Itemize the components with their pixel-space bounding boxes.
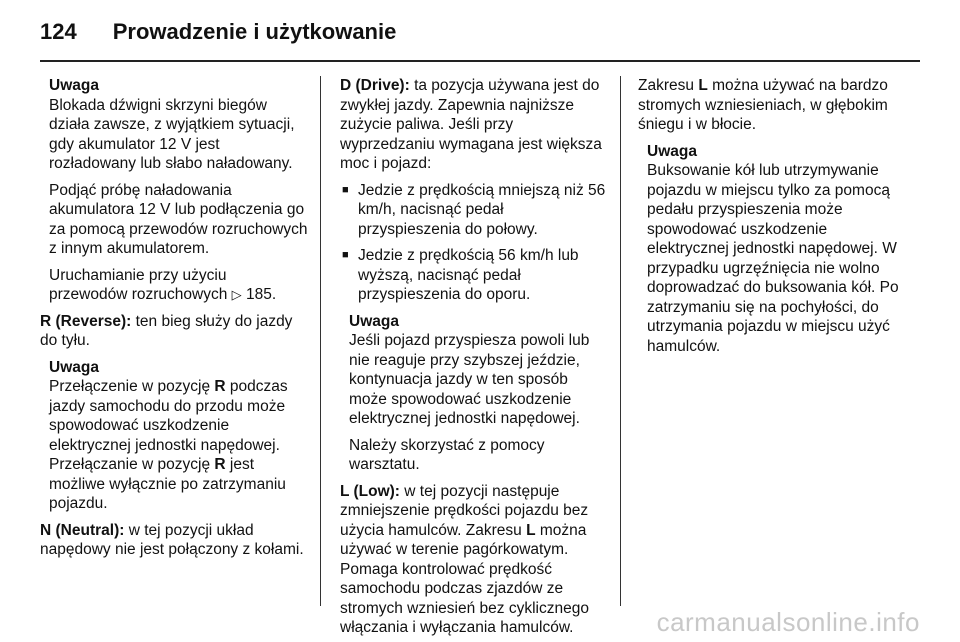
note-text: podczas jazdy samochodu do przodu może spowodować uszkodzenie elektrycznej jednostki napędowej. Przełączanie w pozycję xyxy=(49,378,288,473)
term-drive: D (Drive): xyxy=(340,77,410,94)
note-text: jest możliwe wyłącznie po zatrzymaniu pojazdu. xyxy=(49,456,286,512)
term-reverse: R (Reverse): xyxy=(40,312,132,330)
header-rule xyxy=(40,60,920,62)
page-header xyxy=(40,14,920,50)
neutral-paragraph xyxy=(40,521,308,560)
note-battery xyxy=(40,76,308,305)
column-1 xyxy=(40,76,308,606)
column-2 xyxy=(340,76,608,636)
drive-bullet-list xyxy=(340,181,608,305)
low-text: można używać w terenie pagórkowatym. Pomaga kontrolować prędkość samochodu podczas zjazdów ze stromych wzniesień bez cyklicznego włączania i wyłączania hamulców. xyxy=(340,521,589,636)
note-title: Uwaga xyxy=(49,77,99,94)
note-paragraph xyxy=(49,377,308,514)
note-paragraph: Buksowanie kół lub utrzymywanie pojazdu w miejscu tylko za pomocą pedału przyspieszenia może spowodować uszkodzenie elektrycznej jednostki napędowej. W przypadku ugrzęźnięcia nie wolno doprowadzać do buksowania kół. Po zatrzymaniu się na pochyłości, do utrzymania pojazdu w miejscu użyć hamulców. xyxy=(647,162,899,355)
reverse-text: ten bieg służy do jazdy do tyłu. xyxy=(40,312,293,349)
note-title: Uwaga xyxy=(349,312,399,330)
note-paragraph: Podjąć próbę naładowania akumulatora 12 V lub podłączenia go za pomocą przewodów rozruchowych z innym akumulatorem. xyxy=(49,181,308,257)
low-text: w tej pozycji następuje zmniejszenie prędkości pojazdu bez użycia hamulców. Zakresu xyxy=(340,482,589,539)
note-title: Uwaga xyxy=(647,142,697,160)
gear-l: L xyxy=(698,77,708,94)
column-3 xyxy=(638,76,906,606)
note-title: Uwaga xyxy=(49,358,99,376)
note-paragraph: Jeśli pojazd przyspiesza powoli lub nie reaguje przy szybszej jeździe, kontynuacja jazdy w ten sposób może spowodować uszkodzenie elektrycznej jednostki napędowej. xyxy=(349,332,590,427)
watermark: carmanualsonline.info xyxy=(656,607,920,637)
body-text: Zakresu xyxy=(638,77,699,94)
note-paragraph xyxy=(49,266,308,305)
body-text: można używać na bardzo stromych wzniesieniach, w głębokim śniegu i w błocie. xyxy=(638,77,888,133)
gear-r: R xyxy=(214,378,226,395)
drive-paragraph xyxy=(340,76,608,174)
term-neutral: N (Neutral): xyxy=(40,521,125,539)
term-low: L (Low): xyxy=(340,482,400,500)
drive-text: ta pozycja używana jest do zwykłej jazdy. Zapewnia najniższe zużycie paliwa. Jeśli przy wyprzedzaniu wymagana jest większa moc i pojazd: xyxy=(340,77,602,172)
list-item: ■ Jedzie z prędkością mniejszą niż 56 km/h, nacisnąć pedał przyspieszenia do połowy. xyxy=(358,181,608,240)
neutral-text: w tej pozycji układ napędowy nie jest połączony z kołami. xyxy=(40,521,304,558)
column-divider xyxy=(620,76,621,606)
arrow-right-icon[interactable]: ▷ xyxy=(231,287,242,302)
column-divider xyxy=(320,76,321,606)
page-title: Prowadzenie i użytkowanie xyxy=(112,19,397,44)
note-text: Przełączenie w pozycję xyxy=(49,378,215,395)
page-reference[interactable]: 185. xyxy=(245,286,277,303)
list-item: ■ Jedzie z prędkością 56 km/h lub wyższą, nacisnąć pedał przyspieszenia do oporu. xyxy=(358,246,608,305)
note-reverse xyxy=(40,358,308,514)
gear-r: R xyxy=(214,456,226,473)
note-paragraph: Należy skorzystać z pomocy warsztatu. xyxy=(349,436,545,473)
note-paragraph: Blokada dźwigni skrzyni biegów działa zawsze, z wyjątkiem sytuacji, gdy akumulator 12 V jest rozładowany lub słabo naładowany. xyxy=(49,96,295,172)
note-ref-text: Uruchamianie przy użyciu przewodów rozruchowych xyxy=(49,266,228,303)
note-wheelspin xyxy=(638,142,906,357)
gear-l: L xyxy=(526,521,536,539)
page-number: 124 xyxy=(40,19,77,44)
low-usage-paragraph xyxy=(638,76,906,135)
low-paragraph xyxy=(340,482,608,638)
reverse-paragraph xyxy=(40,312,308,351)
note-acceleration xyxy=(340,312,608,475)
